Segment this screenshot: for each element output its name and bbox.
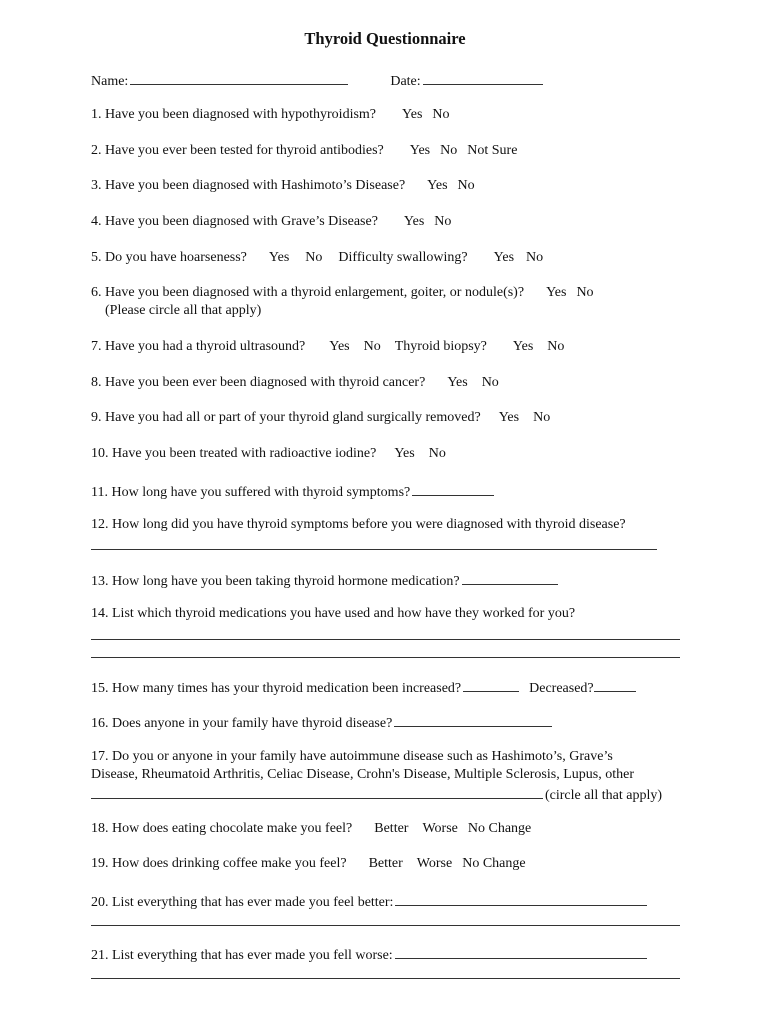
question-14: 14. List which thyroid medications you have used and how have they worked for you? — [91, 606, 576, 621]
q9-no-option[interactable]: No — [533, 410, 551, 425]
question-8-text: 8. Have you been ever been diagnosed with thyroid cancer? — [91, 375, 426, 390]
q14-answer-line-2[interactable] — [91, 657, 680, 658]
question-17-line-2: Disease, Rheumatoid Arthritis, Celiac Disease, Crohn's Disease, Multiple Sclerosis, Lupus, other — [91, 767, 634, 782]
question-5 — [91, 249, 543, 267]
question-6-text: 6. Have you been diagnosed with a thyroid enlargement, goiter, or nodule(s)? — [91, 285, 525, 300]
q18-worse-option[interactable]: Worse — [422, 821, 458, 836]
question-7 — [91, 338, 564, 356]
question-1 — [91, 106, 450, 124]
q15-decreased-label: Decreased? — [529, 681, 594, 696]
q18-no-change-option[interactable]: No Change — [467, 821, 532, 836]
name-field[interactable] — [130, 70, 348, 85]
q7-no-option[interactable]: No — [363, 339, 381, 354]
question-15 — [91, 677, 638, 698]
question-19 — [91, 855, 526, 873]
question-20 — [91, 891, 649, 912]
question-16-text: 16. Does anyone in your family have thyroid disease? — [91, 716, 393, 731]
q5-sub-no-option[interactable]: No — [526, 250, 544, 265]
question-13 — [91, 570, 560, 591]
q11-answer-field[interactable] — [412, 481, 494, 496]
question-9-text: 9. Have you had all or part of your thyroid gland surgically removed? — [91, 410, 481, 425]
q7-sub-text: Thyroid biopsy? — [394, 339, 487, 354]
q2-not-sure-option[interactable]: Not Sure — [467, 143, 518, 158]
q7-sub-yes-option[interactable]: Yes — [512, 339, 534, 354]
question-19-text: 19. How does drinking coffee make you feel? — [91, 856, 347, 871]
question-16 — [91, 712, 554, 733]
question-9 — [91, 409, 550, 427]
question-2 — [91, 142, 517, 160]
question-18-text: 18. How does eating chocolate make you feel? — [91, 821, 353, 836]
q1-yes-option[interactable]: Yes — [402, 107, 423, 122]
question-3 — [91, 177, 475, 195]
q4-no-option[interactable]: No — [434, 214, 452, 229]
question-15-text: 15. How many times has your thyroid medication been increased? — [91, 681, 462, 696]
q16-answer-field[interactable] — [394, 712, 552, 727]
q3-no-option[interactable]: No — [457, 178, 475, 193]
q8-no-option[interactable]: No — [481, 375, 499, 390]
question-8 — [91, 374, 499, 392]
q21-answer-field[interactable] — [395, 944, 647, 959]
question-1-text: 1. Have you been diagnosed with hypothyroidism? — [91, 107, 377, 122]
q18-better-option[interactable]: Better — [374, 821, 409, 836]
question-12: 12. How long did you have thyroid symptoms before you were diagnosed with thyroid disease? — [91, 517, 626, 532]
q7-yes-option[interactable]: Yes — [329, 339, 350, 354]
question-10-text: 10. Have you been treated with radioactive iodine? — [91, 446, 377, 461]
q17-answer-field[interactable] — [91, 784, 543, 799]
q6-yes-option[interactable]: Yes — [546, 285, 567, 300]
question-6-note: (Please circle all that apply) — [105, 303, 262, 318]
q15-increased-field[interactable] — [463, 677, 519, 692]
question-3-text: 3. Have you been diagnosed with Hashimoto’s Disease? — [91, 178, 406, 193]
q5-no-option[interactable]: No — [305, 250, 323, 265]
q17-note: (circle all that apply) — [545, 788, 662, 803]
question-20-text: 20. List everything that has ever made you feel better: — [91, 895, 394, 910]
question-10 — [91, 445, 446, 463]
name-date-row — [91, 70, 545, 91]
q19-better-option[interactable]: Better — [368, 856, 403, 871]
question-21 — [91, 944, 649, 965]
q5-yes-option[interactable]: Yes — [268, 250, 290, 265]
question-4 — [91, 213, 451, 231]
q7-sub-no-option[interactable]: No — [547, 339, 565, 354]
q5-sub-yes-option[interactable]: Yes — [493, 250, 515, 265]
q9-yes-option[interactable]: Yes — [498, 410, 520, 425]
date-label: Date: — [390, 74, 421, 89]
q4-yes-option[interactable]: Yes — [403, 214, 425, 229]
q10-no-option[interactable]: No — [428, 446, 446, 461]
question-17-line-3 — [91, 784, 662, 805]
question-7-text: 7. Have you had a thyroid ultrasound? — [91, 339, 306, 354]
q14-answer-line-1[interactable] — [91, 639, 680, 640]
q2-no-option[interactable]: No — [440, 143, 458, 158]
q6-no-option[interactable]: No — [576, 285, 594, 300]
name-label: Name: — [91, 74, 129, 89]
date-field[interactable] — [423, 70, 543, 85]
q19-worse-option[interactable]: Worse — [416, 856, 453, 871]
q2-yes-option[interactable]: Yes — [409, 143, 431, 158]
q15-decreased-field[interactable] — [594, 677, 636, 692]
question-6 — [91, 284, 594, 302]
q12-answer-line[interactable] — [91, 549, 657, 550]
q3-yes-option[interactable]: Yes — [427, 178, 448, 193]
question-11 — [91, 481, 496, 502]
q20-answer-field[interactable] — [395, 891, 647, 906]
question-21-text: 21. List everything that has ever made you fell worse: — [91, 948, 393, 963]
q20-answer-line-2[interactable] — [91, 925, 680, 926]
q1-no-option[interactable]: No — [432, 107, 450, 122]
question-18 — [91, 820, 531, 838]
q21-answer-line-2[interactable] — [91, 978, 680, 979]
question-17-line-1: 17. Do you or anyone in your family have autoimmune disease such as Hashimoto’s, Grave’s — [91, 749, 613, 764]
question-13-text: 13. How long have you been taking thyroid hormone medication? — [91, 574, 460, 589]
page-title: Thyroid Questionnaire — [304, 29, 466, 48]
question-11-text: 11. How long have you suffered with thyroid symptoms? — [91, 485, 411, 500]
q10-yes-option[interactable]: Yes — [394, 446, 415, 461]
question-4-text: 4. Have you been diagnosed with Grave’s Disease? — [91, 214, 378, 229]
question-5-text: 5. Do you have hoarseness? — [91, 250, 247, 265]
q13-answer-field[interactable] — [462, 570, 558, 585]
q8-yes-option[interactable]: Yes — [447, 375, 468, 390]
q19-no-change-option[interactable]: No Change — [462, 856, 526, 871]
q5-sub-text: Difficulty swallowing? — [338, 250, 468, 265]
question-2-text: 2. Have you ever been tested for thyroid antibodies? — [91, 143, 384, 158]
